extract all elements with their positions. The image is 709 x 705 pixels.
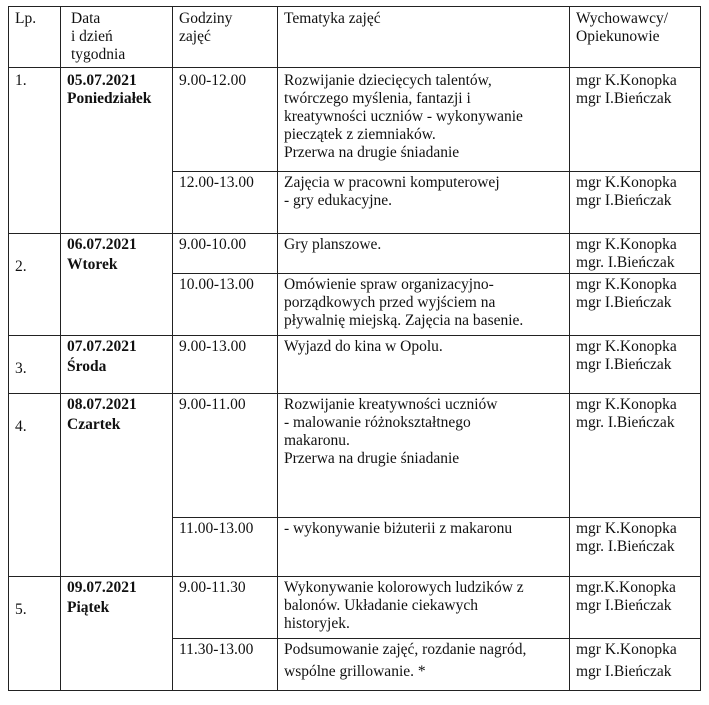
table-row bbox=[9, 336, 701, 394]
schedule-table bbox=[8, 6, 701, 691]
table-row bbox=[9, 577, 701, 639]
topic-cell: Gry planszowe. bbox=[278, 234, 570, 274]
lp-cell: 4. bbox=[9, 394, 61, 577]
header-date: Data i dzień tygodnia bbox=[61, 7, 173, 68]
schedule-page bbox=[8, 6, 701, 691]
topic-cell: Omówienie spraw organizacyjno- porządkowych przed wyjściem na pływalnię miejską. Zajęcia na basenie. bbox=[278, 274, 570, 336]
topic-cell: Rozwijanie kreatywności uczniów - malowanie różnokształtnego makaronu. Przerwa na drugie śniadanie bbox=[278, 394, 570, 518]
lp-cell: 2. bbox=[9, 234, 61, 336]
teachers-cell: mgr K.Konopka mgr. I.Bieńczak bbox=[570, 234, 701, 274]
topic-cell: - wykonywanie biżuterii z makaronu bbox=[278, 518, 570, 577]
teachers-cell: mgr K.Konopka mgr I.Bieńczak bbox=[570, 172, 701, 234]
lp-cell: 3. bbox=[9, 336, 61, 394]
lp-cell: 1. bbox=[9, 68, 61, 234]
hours-cell: 10.00-13.00 bbox=[173, 274, 278, 336]
topic-cell: Zajęcia w pracowni komputerowej - gry edukacyjne. bbox=[278, 172, 570, 234]
table-row bbox=[9, 234, 701, 274]
teachers-cell: mgr K.Konopka mgr I.Bieńczak bbox=[570, 336, 701, 394]
table-row bbox=[9, 394, 701, 518]
hours-cell: 9.00-11.00 bbox=[173, 394, 278, 518]
date-cell: 08.07.2021 Czartek bbox=[61, 394, 173, 577]
header-teachers: Wychowawcy/ Opiekunowie bbox=[570, 7, 701, 68]
hours-cell: 9.00-12.00 bbox=[173, 68, 278, 172]
teachers-cell: mgr K.Konopka mgr. I.Bieńczak bbox=[570, 394, 701, 518]
date-cell: 06.07.2021 Wtorek bbox=[61, 234, 173, 336]
header-lp: Lp. bbox=[9, 7, 61, 68]
teachers-cell: mgr K.Konopka mgr. I.Bieńczak bbox=[570, 518, 701, 577]
topic-cell: Wyjazd do kina w Opolu. bbox=[278, 336, 570, 394]
topic-cell: Rozwijanie dziecięcych talentów, twórczego myślenia, fantazji i kreatywności uczniów - wykonywanie pieczątek z ziemniaków. Przerwa na drugie śniadanie bbox=[278, 68, 570, 172]
topic-cell: Wykonywanie kolorowych ludzików z balonów. Układanie ciekawych historyjek. bbox=[278, 577, 570, 639]
lp-cell: 5. bbox=[9, 577, 61, 691]
hours-cell: 12.00-13.00 bbox=[173, 172, 278, 234]
hours-cell: 11.30-13.00 bbox=[173, 639, 278, 691]
header-hours: Godziny zajęć bbox=[173, 7, 278, 68]
teachers-cell: mgr K.Konopka mgr I.Bieńczak bbox=[570, 68, 701, 172]
topic-cell: Podsumowanie zajęć, rozdanie nagród, wspólne grillowanie. * bbox=[278, 639, 570, 691]
teachers-cell: mgr.K.Konopka mgr I.Bieńczak bbox=[570, 577, 701, 639]
date-cell: 09.07.2021 Piątek bbox=[61, 577, 173, 691]
teachers-cell: mgr K.Konopka mgr I.Bieńczak bbox=[570, 274, 701, 336]
teachers-cell: mgr K.Konopka mgr I.Bieńczak bbox=[570, 639, 701, 691]
header-topic: Tematyka zajęć bbox=[278, 7, 570, 68]
hours-cell: 9.00-11.30 bbox=[173, 577, 278, 639]
hours-cell: 11.00-13.00 bbox=[173, 518, 278, 577]
date-cell: 05.07.2021 Poniedziałek bbox=[61, 68, 173, 234]
date-cell: 07.07.2021 Środa bbox=[61, 336, 173, 394]
table-row bbox=[9, 68, 701, 172]
hours-cell: 9.00-10.00 bbox=[173, 234, 278, 274]
hours-cell: 9.00-13.00 bbox=[173, 336, 278, 394]
header-row bbox=[9, 7, 701, 68]
